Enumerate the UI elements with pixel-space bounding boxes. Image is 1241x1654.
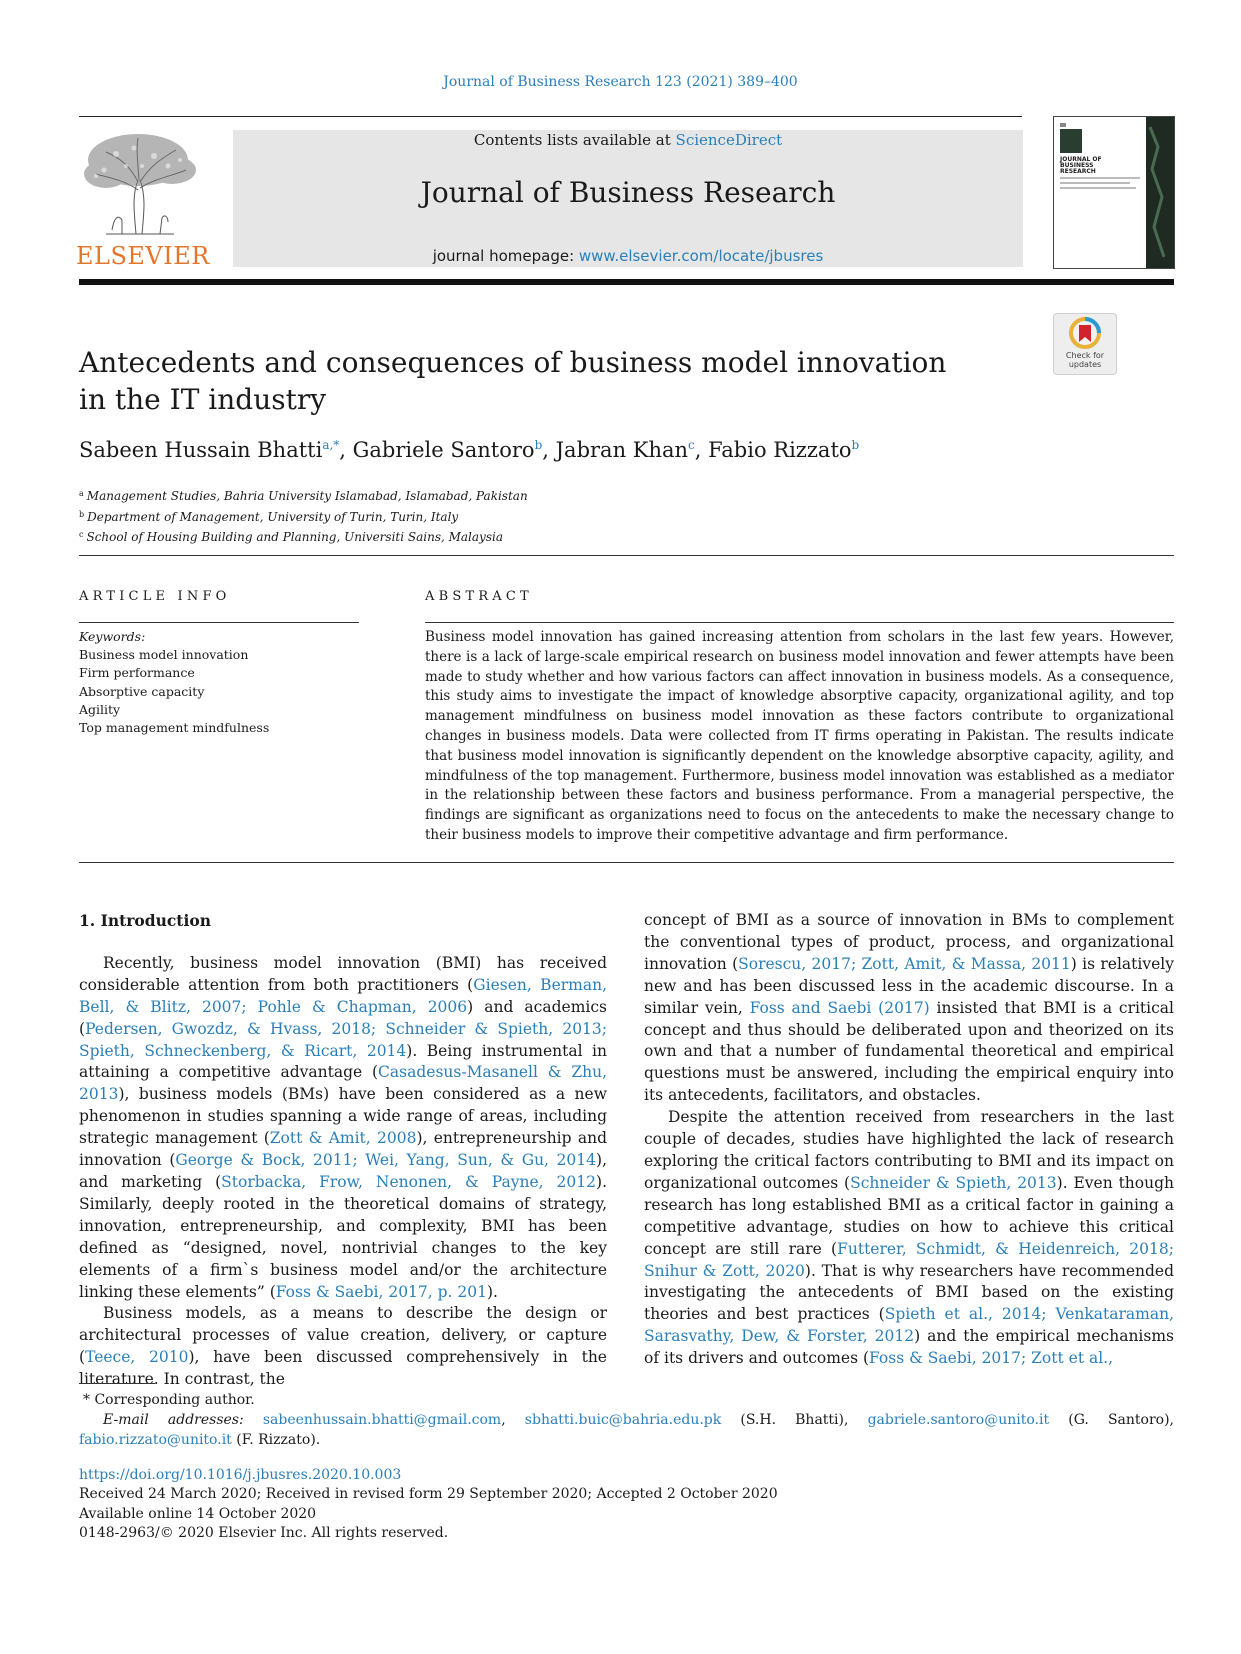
citation-link[interactable]: Teece, 2010: [85, 1348, 189, 1367]
check-for-updates-button[interactable]: [1053, 313, 1117, 375]
publication-info: [79, 1466, 778, 1544]
journal-citation-link[interactable]: Journal of Business Research 123 (2021) 389–400: [443, 74, 798, 90]
email-owner: (G. Santoro),: [1049, 1412, 1174, 1428]
author-name: Fabio Rizzato: [708, 438, 852, 462]
email-link[interactable]: gabriele.santoro@unito.it: [867, 1412, 1050, 1428]
body-column-left: [79, 910, 607, 1391]
doi-link[interactable]: https://doi.org/10.1016/j.jbusres.2020.10.003: [79, 1467, 402, 1483]
paragraph-text: ), business models (BMs) have been considered as a new phenomenon in studies spanning a wide range of areas, including strategic management (: [79, 1085, 607, 1148]
paragraph-text: insisted that BMI is a critical concept and thus should be deliberated upon and theorized on its own and that a number of fundamental theoretical and empirical questions must be answered, including the empirical enquiry into its antecedents, facilitators, and obstacles.: [644, 998, 1174, 1105]
header-top-rule: [79, 116, 1022, 117]
author-affiliation-marker[interactable]: a,*: [322, 438, 340, 452]
affiliation-text: Department of Management, University of Turin, Turin, Italy: [87, 509, 459, 524]
footnote-rule: [79, 1383, 155, 1384]
affiliation-text: Management Studies, Bahria University Islamabad, Islamabad, Pakistan: [86, 489, 528, 503]
affiliation: [79, 526, 528, 547]
citation-link[interactable]: Futterer, Schmidt, & Heidenreich, 2018; Snihur & Zott, 2020: [644, 1239, 1174, 1280]
section-divider: [79, 555, 1174, 556]
copyright: 0148-2963/© 2020 Elsevier Inc. All rights reserved.: [79, 1525, 449, 1542]
citation-link[interactable]: Spieth et al., 2014; Venkataraman, Sarasvathy, Dew, & Forster, 2012: [644, 1305, 1174, 1346]
body-paragraph: [79, 953, 607, 1304]
corresponding-author-note: * Corresponding author.: [83, 1392, 255, 1408]
body-paragraph: [644, 910, 1174, 1107]
section-heading-introduction: 1. Introduction: [79, 911, 211, 930]
author-affiliation-marker[interactable]: b: [851, 438, 860, 452]
keyword: Firm performance: [79, 665, 195, 681]
author-affiliation-marker[interactable]: b: [534, 438, 543, 452]
received-dates: Received 24 March 2020; Received in revised form 29 September 2020; Accepted 2 October 2020: [79, 1486, 778, 1503]
paragraph-text: Despite the attention received from researchers in the last couple of decades, studies have highlighted the lack of research exploring the critical factors contributing to BMI and its impact on organizational outcomes (: [644, 1108, 1174, 1192]
keyword: Business model innovation: [79, 647, 249, 663]
paper-title: Antecedents and consequences of business model innovation in the IT industry: [79, 346, 947, 416]
body-paragraph: [644, 1107, 1174, 1370]
email-owner: (F. Rizzato).: [231, 1432, 321, 1448]
email-owner: ,: [501, 1412, 525, 1428]
contents-prefix: Contents lists available at: [473, 131, 676, 149]
email-link[interactable]: fabio.rizzato@unito.it: [79, 1432, 232, 1448]
citation-link[interactable]: Pedersen, Gwozdz, & Hvass, 2018; Schneider & Spieth, 2013; Spieth, Schneckenberg, & Ricart, 2014: [79, 1019, 607, 1060]
author-name: Gabriele Santoro: [352, 438, 535, 462]
affiliation: [79, 506, 528, 527]
paragraph-text: ), have been discussed comprehensively in the literature. In contrast, the: [79, 1348, 607, 1389]
citation-link[interactable]: Casadesus-Masanell & Zhu, 2013: [79, 1063, 607, 1104]
paragraph-text: ). Similarly, deeply rooted in the theoretical domains of strategy, innovation, entrepreneurship, and complexity, BMI has been defined as “designed, novel, nontrivial changes to the key elements of a firm`s business model and/or the architecture linking these elements” (: [79, 1172, 607, 1301]
keywords-list: [79, 628, 269, 737]
cover-title: JOURNAL OF BUSINESS RESEARCH: [1060, 156, 1102, 175]
citation-link[interactable]: Foss and Saebi (2017): [749, 998, 930, 1017]
cover-image: [1054, 117, 1174, 268]
email-owner: (S.H. Bhatti),: [721, 1412, 868, 1428]
paragraph-text: ) is relatively new and has been discussed less in the academic discourse. In a similar vein,: [644, 954, 1175, 1017]
citation-link[interactable]: Giesen, Berman, Bell, & Blitz, 2007; Pohle & Chapman, 2006: [79, 975, 608, 1016]
journal-title: Journal of Business Research: [420, 176, 836, 209]
paragraph-text: ). Even though research has long established BMI as a critical factor in gaining a competitive advantage, studies on how to achieve this critical concept are still rare (: [644, 1173, 1175, 1258]
homepage-line: [233, 247, 1023, 265]
body-column-right: [644, 910, 1174, 1370]
elsevier-logo: [76, 130, 210, 270]
paragraph-text: Business models, as a means to describe the design or architectural processes of value creation, delivery, or capture (: [79, 1304, 607, 1367]
elsevier-wordmark: ELSEVIER: [76, 242, 210, 270]
affiliation: [79, 485, 528, 506]
check-for-updates-icon: [1054, 314, 1116, 352]
contents-line: [233, 131, 1023, 149]
email-link[interactable]: sbhatti.buic@bahria.edu.pk: [524, 1412, 722, 1428]
article-info-heading: ARTICLE INFO: [79, 589, 231, 604]
paragraph-text: ) and academics (: [79, 997, 607, 1038]
body-paragraph: [79, 1303, 607, 1391]
affiliation-marker: a: [79, 489, 84, 498]
keyword: Top management mindfulness: [79, 720, 270, 736]
tree-icon: [76, 130, 204, 238]
abstract-bottom-rule: [79, 862, 1174, 863]
author-name: Sabeen Hussain Bhatti: [79, 438, 323, 462]
paragraph-text: concept of BMI as a source of innovation in BMs to complement the conventional types of product, process, and organizational innovation (: [644, 911, 1174, 973]
paragraph-text: ). That is why researchers have recommended investigating the antecedents of BMI based on the existing theories and best practices (: [644, 1261, 1174, 1324]
citation-link[interactable]: Sorescu, 2017; Zott, Amit, & Massa, 2011: [738, 954, 1071, 973]
paragraph-text: ). Being instrumental in attaining a competitive advantage (: [79, 1041, 607, 1082]
affiliation-list: [79, 485, 528, 547]
journal-cover-thumbnail[interactable]: [1053, 116, 1175, 269]
paragraph-text: ) and the empirical mechanisms of its drivers and outcomes (: [644, 1327, 1175, 1368]
abstract-text: Business model innovation has gained increasing attention from scholars in the last few years. However, there is a lack of large-scale empirical research on business model innovation and fewer attempts have been made to study whether and how various factors can affect innovation in business models. As a consequence, this study aims to investigate the impact of knowledge absorptive capacity, organizational agility, and top management mindfulness on business model innovation as these factors contribute to organizational changes in business models. Data were collected from IT firms operating in Pakistan. The results indicate that business model innovation is significantly dependent on the knowledge absorptive capacity, agility, and mindfulness of the top management. Furthermore, business model innovation was established as a mediator in the relationship between these factors and business performance. From a managerial perspective, the findings are significant as organizations need to focus on the antecedents to make the necessary change to their business models to improve their competitive advantage and firm performance.: [425, 629, 1174, 843]
citation-link[interactable]: George & Bock, 2011; Wei, Yang, Sun, & Gu, 2014: [175, 1151, 597, 1170]
affiliation-text: School of Housing Building and Planning, Universiti Sains, Malaysia: [86, 530, 503, 544]
keyword: Absorptive capacity: [79, 683, 205, 699]
abstract-rule: [425, 622, 1174, 623]
paragraph-text: Recently, business model innovation (BMI) has received considerable attention from both practitioners (: [79, 953, 607, 994]
paragraph-text: ), entrepreneurship and innovation (: [79, 1129, 607, 1170]
affiliation-marker: c: [79, 530, 84, 539]
footnote: [79, 1390, 1174, 1450]
available-online: Available online 14 October 2020: [79, 1505, 317, 1522]
email-link[interactable]: sabeenhussain.bhatti@gmail.com: [262, 1412, 502, 1428]
email-label: E-mail addresses:: [103, 1412, 244, 1428]
citation-link[interactable]: Storbacka, Frow, Nenonen, & Payne, 2012: [221, 1172, 597, 1191]
homepage-link[interactable]: www.elsevier.com/locate/jbusres: [578, 247, 824, 265]
citation-link[interactable]: Zott & Amit, 2008: [269, 1129, 417, 1148]
keywords-label: Keywords:: [79, 629, 146, 644]
email-addresses: [79, 1410, 1174, 1450]
homepage-prefix: journal homepage:: [432, 247, 579, 265]
affiliation-marker: b: [79, 509, 85, 519]
article-info-rule: [79, 622, 359, 623]
paragraph-text: ), and marketing (: [79, 1151, 607, 1191]
author-name: Jabran Khan: [555, 438, 689, 462]
citation-link[interactable]: Foss & Saebi, 2017; Zott et al.,: [869, 1349, 1114, 1368]
check-for-updates-label: Check for updates: [1065, 351, 1105, 369]
citation-link[interactable]: Schneider & Spieth, 2013: [850, 1173, 1057, 1192]
email-list: [79, 1412, 1174, 1448]
header-thick-rule: [79, 279, 1174, 285]
sciencedirect-link[interactable]: ScienceDirect: [675, 131, 783, 149]
author-list: Sabeen Hussain Bhatti$^{a,*}$, Gabriele Santoro$^b$, Jabran Khan$^c$, Fabio Rizzato$^b$: [79, 438, 860, 462]
abstract-heading: ABSTRACT: [425, 589, 533, 604]
author-affiliation-marker[interactable]: c: [688, 438, 695, 452]
keyword: Agility: [79, 701, 121, 717]
paragraph-text: ).: [487, 1282, 498, 1301]
citation-link[interactable]: Foss & Saebi, 2017, p. 201: [275, 1282, 487, 1301]
